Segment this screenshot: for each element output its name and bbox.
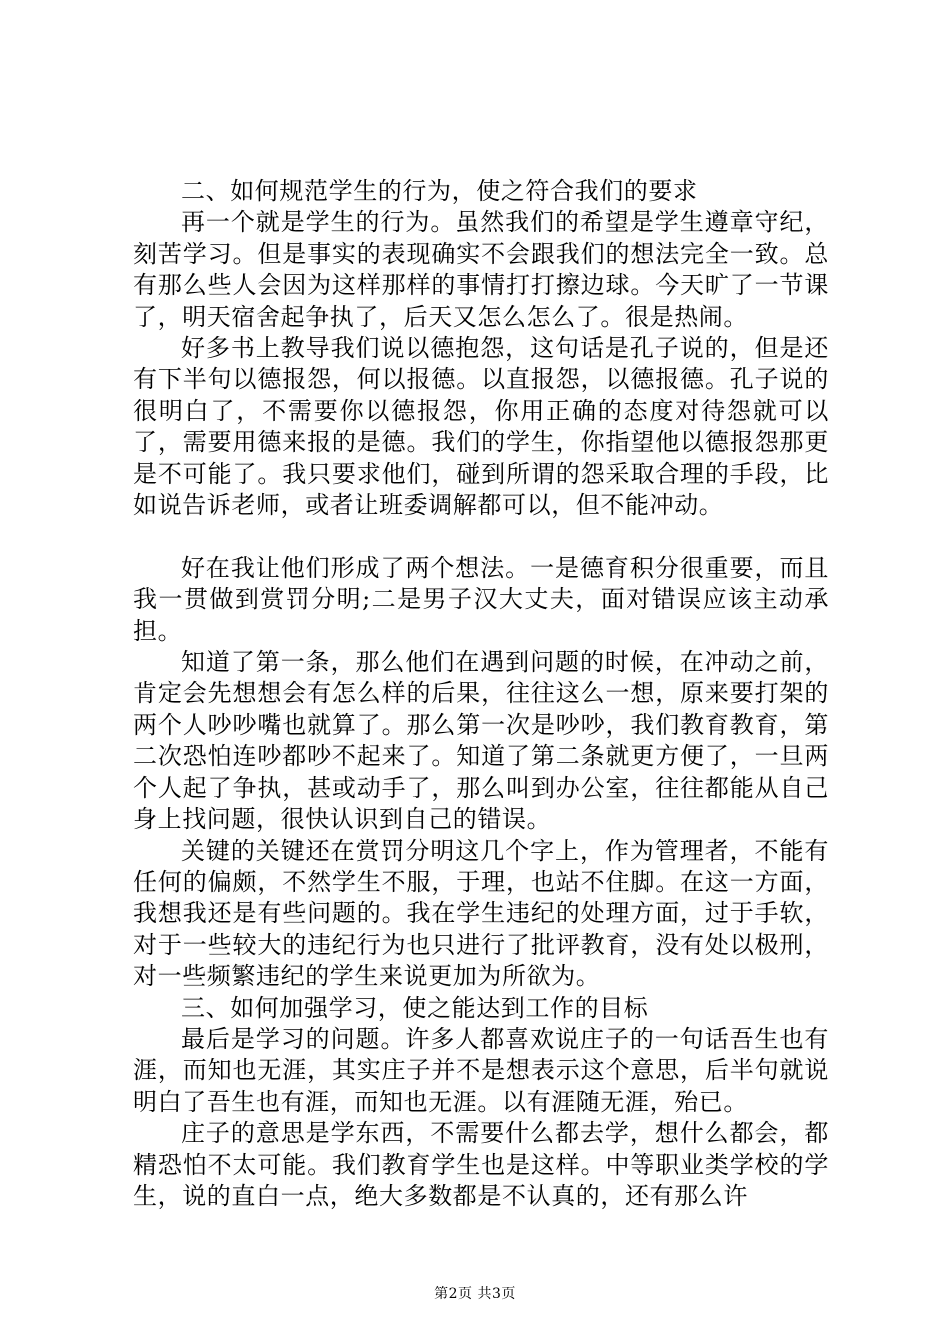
body-paragraph: 关键的关键还在赏罚分明这几个字上，作为管理者，不能有任何的偏颇，不然学生不服，于理，也站不住脚。在这一方面，我想我还是有些问题的。我在学生违纪的处理方面，过于手软，对于一些较大的违纪行为也只进行了批评教育，没有处以极刑，对一些频繁违纪的学生来说更加为所欲为。 xyxy=(133,836,829,991)
body-paragraph: 知道了第一条，那么他们在遇到问题的时候，在冲动之前，肯定会先想想会有怎么样的后果，往往这么一想，原来要打架的两个人吵吵嘴也就算了。那么第一次是吵吵，我们教育教育，第二次恐怕连吵都吵不起来了。知道了第二条就更方便了，一旦两个人起了争执，甚或动手了，那么叫到办公室，往往都能从自己身上找问题，很快认识到自己的错误。 xyxy=(133,648,829,834)
body-paragraph: 再一个就是学生的行为。虽然我们的希望是学生遵章守纪，刻苦学习。但是事实的表现确实不会跟我们的想法完全一致。总有那么些人会因为这样那样的事情打打擦边球。今天旷了一节课了，明天宿舍起争执了，后天又怎么怎么了。很是热闹。 xyxy=(133,208,829,331)
body-paragraph: 庄子的意思是学东西，不需要什么都去学，想什么都会，都精恐怕不太可能。我们教育学生也是这样。中等职业类学校的学生，说的直白一点，绝大多数都是不认真的，还有那么许 xyxy=(133,1119,829,1210)
page-footer: 第2页 共3页 xyxy=(434,1286,516,1302)
body-paragraph: 好多书上教导我们说以德抱怨，这句话是孔子说的，但是还有下半句以德报怨，何以报德。以直报怨，以德报德。孔子说的很明白了，不需要你以德报怨，你用正确的态度对待怨就可以了，需要用德来报的是德。我们的学生，你指望他以德报怨那更是不可能了。我只要求他们，碰到所谓的怨采取合理的手段，比如说告诉老师，或者让班委调解都可以，但不能冲动。 xyxy=(133,334,829,520)
body-paragraph: 好在我让他们形成了两个想法。一是德育积分很重要，而且我一贯做到赏罚分明;二是男子汉大丈夫，面对错误应该主动承担。 xyxy=(133,553,829,645)
body-paragraph: 最后是学习的问题。许多人都喜欢说庄子的一句话吾生也有涯，而知也无涯，其实庄子并不是想表示这个意思，后半句就说明白了吾生也有涯，而知也无涯。以有涯随无涯，殆已。 xyxy=(133,1024,829,1116)
section-heading-3: 三、如何加强学习，使之能达到工作的目标 xyxy=(181,993,649,1022)
document-body xyxy=(133,176,829,1212)
blank-line xyxy=(133,521,829,552)
section-heading-2: 二、如何规范学生的行为，使之符合我们的要求 xyxy=(181,177,698,205)
